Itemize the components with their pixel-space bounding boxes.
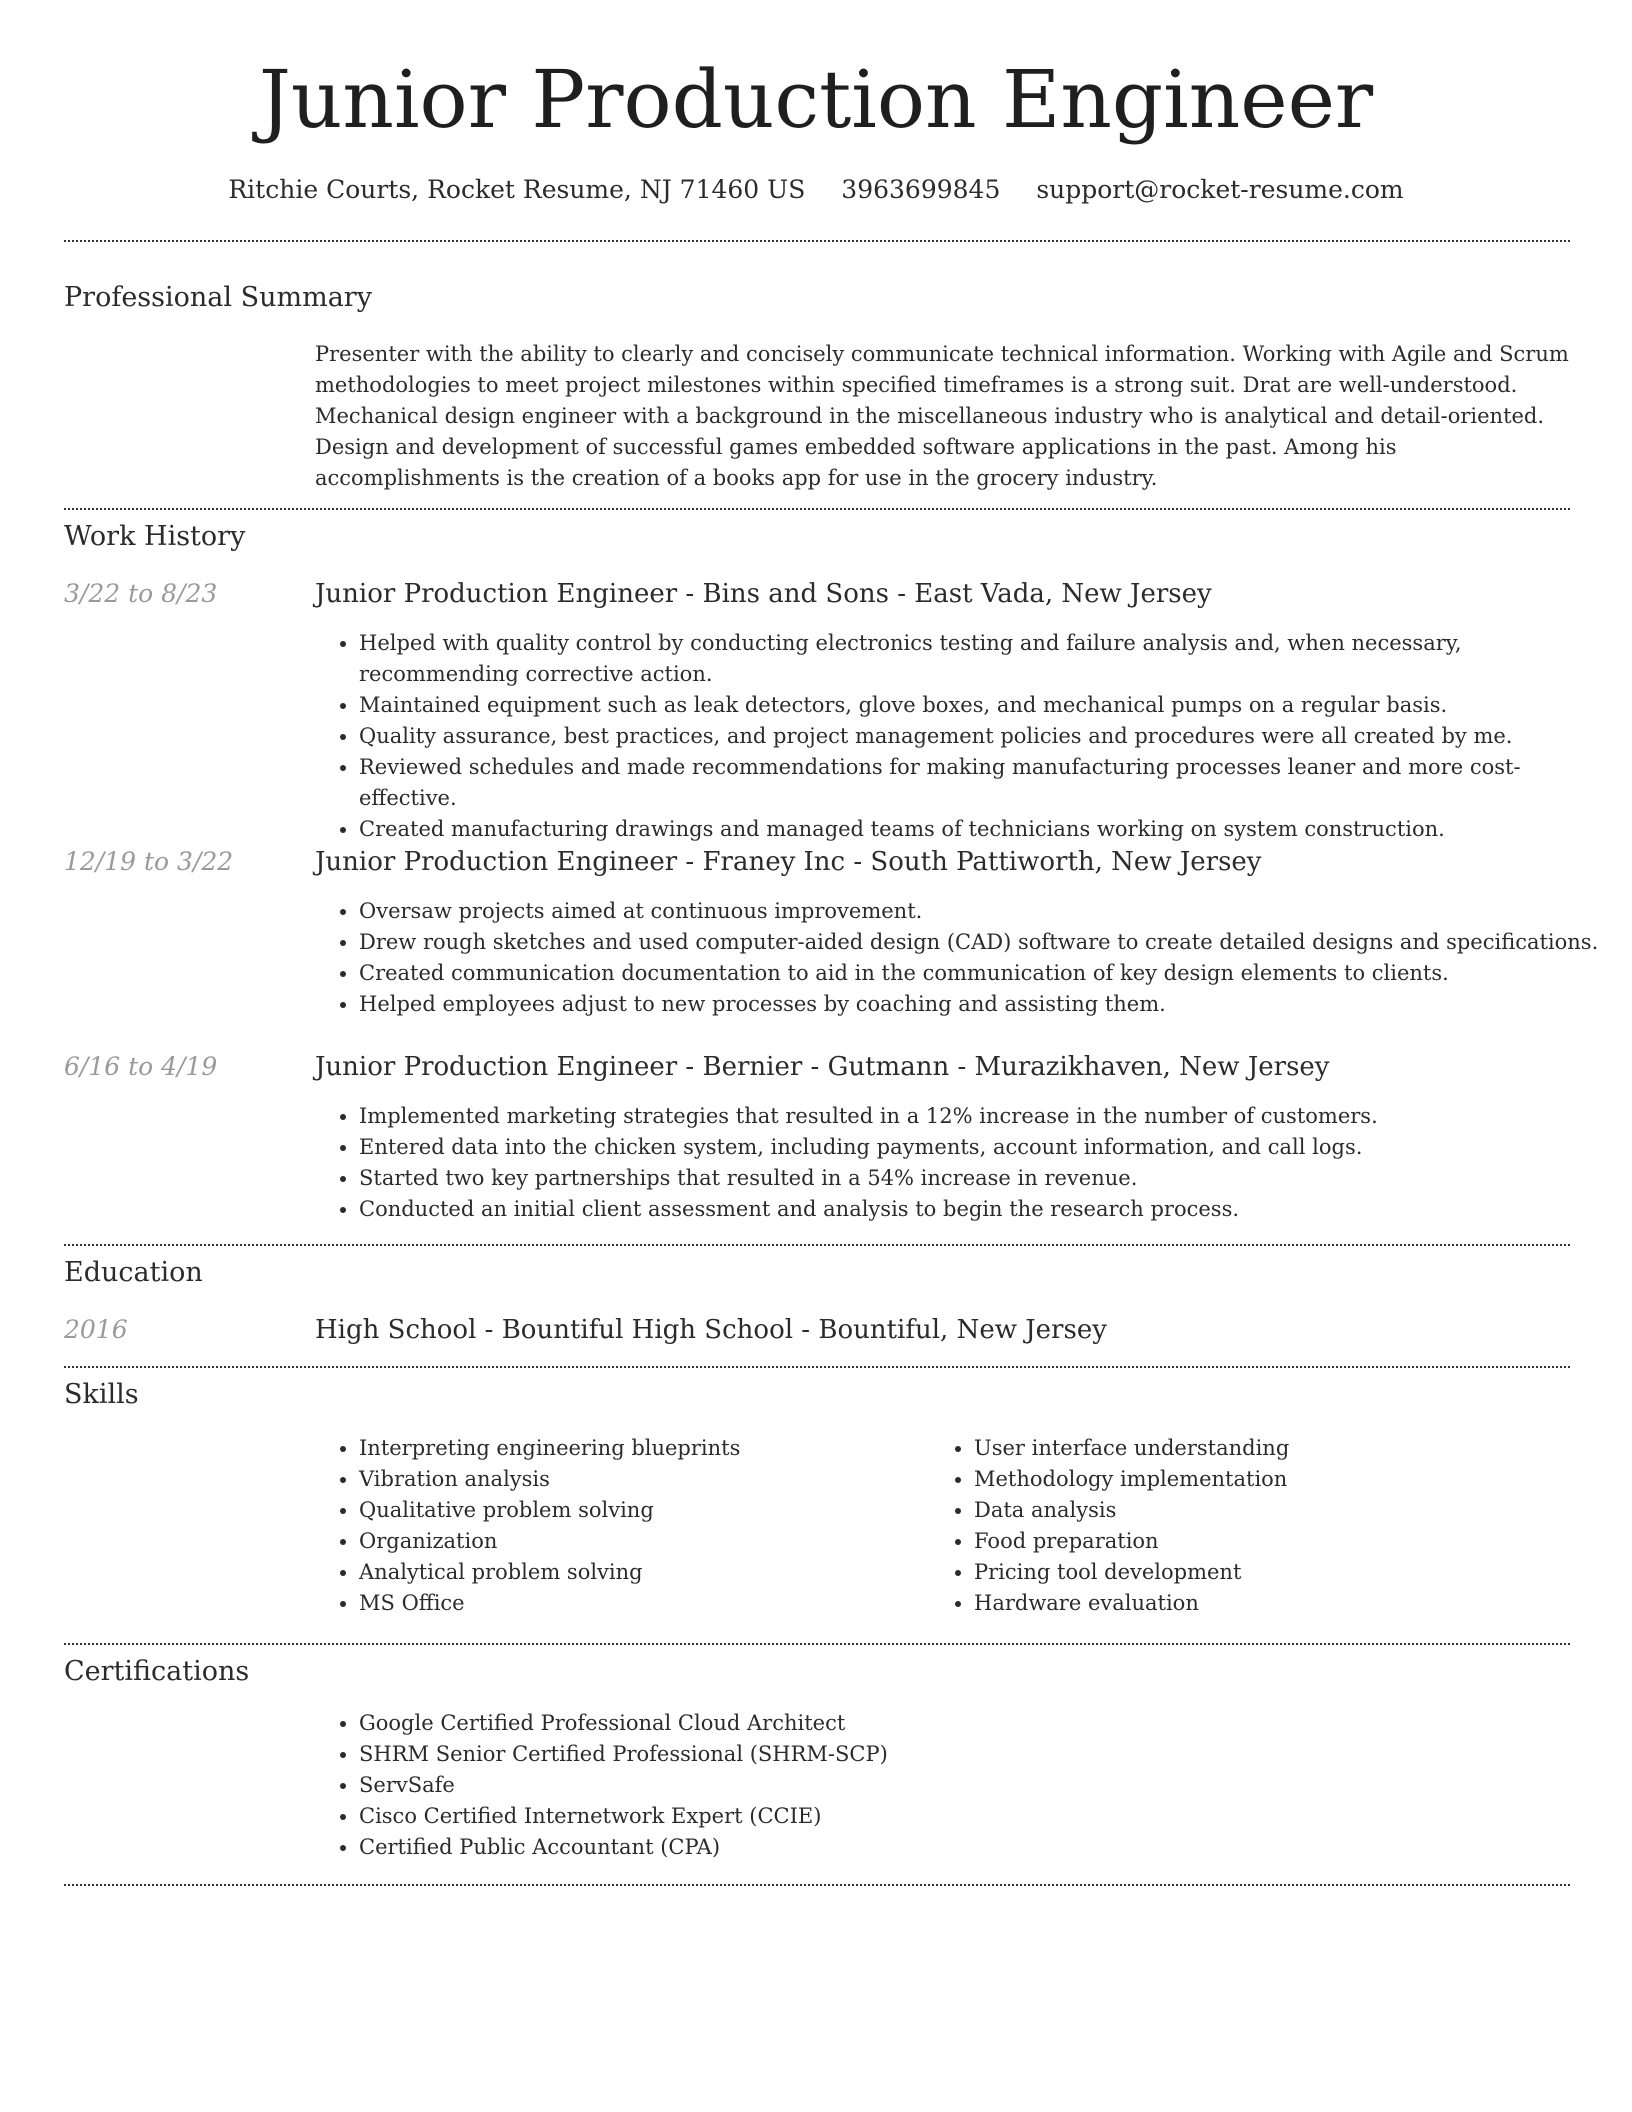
list-item: • Google Certified Professional Cloud Architect	[359, 1708, 1614, 1739]
education-heading: High School - Bountiful High School - Bountiful, New Jersey	[315, 1315, 1107, 1345]
skills-list-left	[315, 1433, 919, 1619]
list-item: • Helped with quality control by conducting electronics testing and failure analysis and, when necessary, recommending corrective action.	[359, 628, 1614, 690]
list-item: • Reviewed schedules and made recommendations for making manufacturing processes leaner and more cost-effective.	[359, 752, 1614, 814]
list-item: • MS Office	[359, 1588, 919, 1619]
section-title-skills: Skills	[64, 1379, 139, 1410]
list-item: • Oversaw projects aimed at continuous improvement.	[359, 896, 1614, 927]
list-item: • Qualitative problem solving	[359, 1495, 919, 1526]
job-heading: Junior Production Engineer - Franey Inc - South Pattiworth, New Jersey	[315, 847, 1262, 877]
list-item: • Started two key partnerships that resulted in a 54% increase in revenue.	[359, 1163, 1614, 1194]
list-item: • Analytical problem solving	[359, 1557, 919, 1588]
list-item: • Organization	[359, 1526, 919, 1557]
list-item: • Methodology implementation	[974, 1464, 1574, 1495]
summary-text: Presenter with the ability to clearly and concisely communicate technical information. Working with Agile and Scrum methodologies to meet project milestones within specified timeframes is a strong suit. Drat are well-understood. Mechanical design engineer with a background in the miscellaneous industry who is analytical and detail-oriented. Design and development of successful games embedded software applications in the past. Among his accomplishments is the creation of a books app for use in the grocery industry.	[315, 342, 1569, 490]
job-dates: 3/22 to 8/23	[64, 579, 218, 608]
divider	[64, 1244, 1570, 1246]
list-item: • Cisco Certified Internetwork Expert (CCIE)	[359, 1801, 1614, 1832]
list-item: • Created communication documentation to aid in the communication of key design elements to clients.	[359, 958, 1614, 989]
list-item: • Interpreting engineering blueprints	[359, 1433, 919, 1464]
job-heading: Junior Production Engineer - Bernier - Gutmann - Murazikhaven, New Jersey	[315, 1052, 1330, 1082]
section-title-summary: Professional Summary	[64, 282, 372, 313]
divider	[64, 1366, 1570, 1368]
list-item: • Vibration analysis	[359, 1464, 919, 1495]
job-dates: 6/16 to 4/19	[64, 1052, 218, 1081]
section-title-education: Education	[64, 1257, 203, 1288]
section-title-work: Work History	[64, 521, 246, 552]
list-item: • User interface understanding	[974, 1433, 1574, 1464]
contact-address: Ritchie Courts, Rocket Resume, NJ 71460 US	[228, 175, 806, 204]
list-item: • Food preparation	[974, 1526, 1574, 1557]
divider	[64, 1643, 1570, 1645]
job-bullets	[315, 896, 1614, 1020]
job-bullets	[315, 1101, 1614, 1225]
list-item: • Created manufacturing drawings and managed teams of technicians working on system construction.	[359, 814, 1614, 845]
job-bullets	[315, 628, 1614, 845]
divider	[64, 240, 1570, 242]
candidate-name: Junior Production Engineer	[258, 53, 1374, 146]
list-item: • ServSafe	[359, 1770, 1614, 1801]
section-title-certifications: Certifications	[64, 1656, 250, 1687]
education-year: 2016	[64, 1315, 128, 1344]
list-item: • Hardware evaluation	[974, 1588, 1574, 1619]
list-item: • Quality assurance, best practices, and project management policies and procedures were all created by me.	[359, 721, 1614, 752]
list-item: • Data analysis	[974, 1495, 1574, 1526]
contact-line	[0, 174, 1632, 206]
contact-email[interactable]: support@rocket-resume.com	[1036, 175, 1404, 204]
divider	[64, 508, 1570, 510]
list-item: • Drew rough sketches and used computer-aided design (CAD) software to create detailed designs and specifications.	[359, 927, 1614, 958]
skills-list-right	[930, 1433, 1574, 1619]
list-item: • Certified Public Accountant (CPA)	[359, 1832, 1614, 1863]
contact-phone: 3963699845	[841, 175, 1001, 204]
list-item: • Conducted an initial client assessment and analysis to begin the research process.	[359, 1194, 1614, 1225]
list-item: • SHRM Senior Certified Professional (SHRM-SCP)	[359, 1739, 1614, 1770]
certifications-list	[315, 1708, 1614, 1863]
job-dates: 12/19 to 3/22	[64, 847, 234, 876]
divider	[64, 1884, 1570, 1886]
list-item: • Maintained equipment such as leak detectors, glove boxes, and mechanical pumps on a regular basis.	[359, 690, 1614, 721]
list-item: • Entered data into the chicken system, including payments, account information, and call logs.	[359, 1132, 1614, 1163]
list-item: • Implemented marketing strategies that resulted in a 12% increase in the number of customers.	[359, 1101, 1614, 1132]
list-item: • Helped employees adjust to new processes by coaching and assisting them.	[359, 989, 1614, 1020]
list-item: • Pricing tool development	[974, 1557, 1574, 1588]
job-heading: Junior Production Engineer - Bins and Sons - East Vada, New Jersey	[315, 579, 1212, 609]
